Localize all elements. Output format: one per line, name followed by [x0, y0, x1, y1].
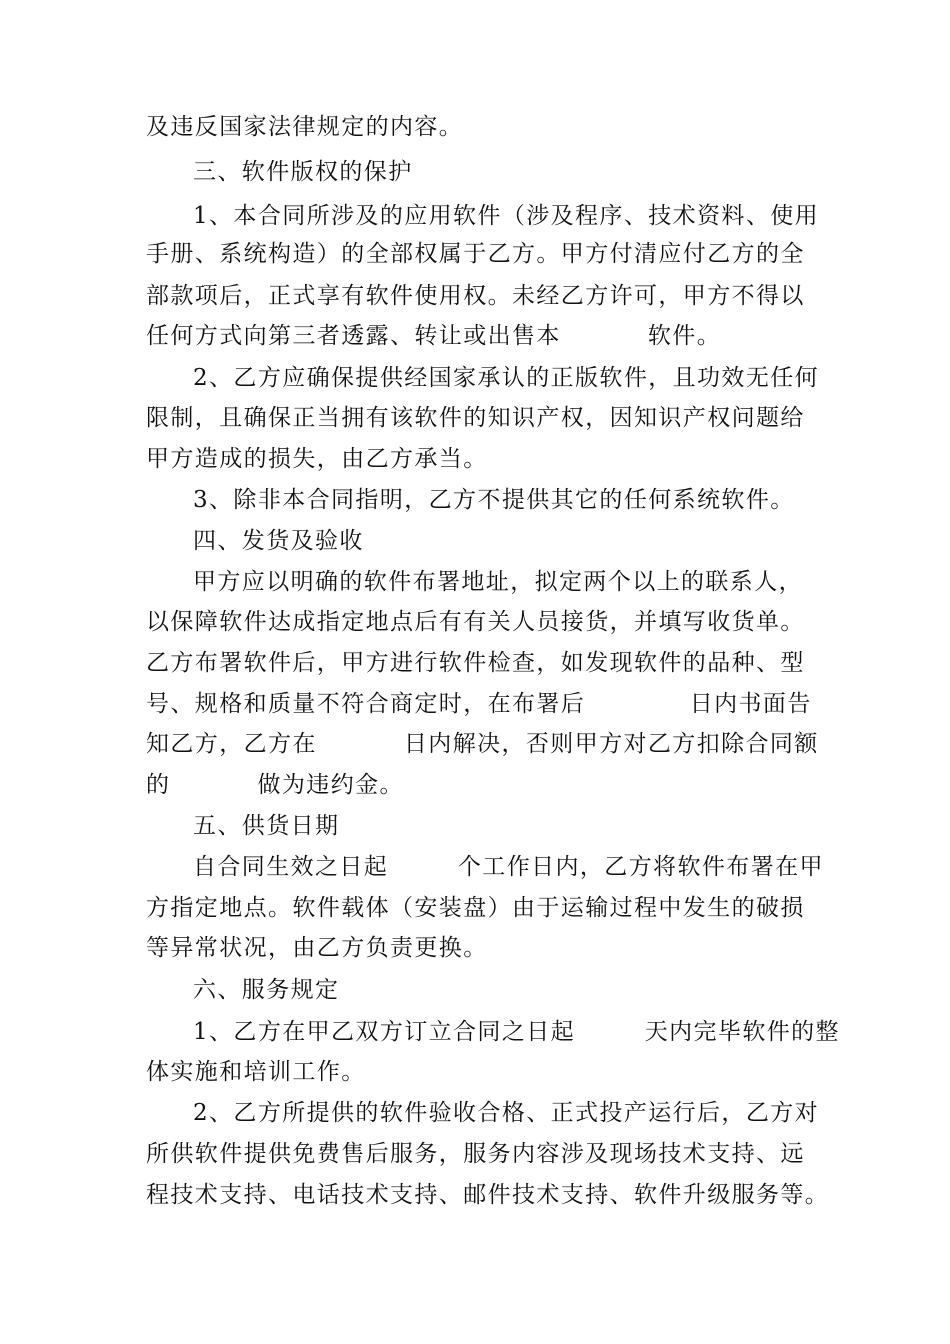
text-line: 3、除非本合同指明，乙方不提供其它的任何系统软件。 — [193, 487, 795, 513]
text-line: 等异常状况，由乙方负责更换。 — [146, 935, 488, 961]
text-line: 以保障软件达成指定地点后有有关人员接货，并填写收货单。 — [146, 609, 805, 635]
text-line: 所供软件提供免费售后服务，服务内容涉及现场技术支持、远 — [146, 1141, 805, 1167]
text-line: 手册、系统构造）的全部权属于乙方。甲方付清应付乙方的全 — [146, 241, 805, 267]
text-line: 1、乙方在甲乙双方订立合同之日起 天内完毕软件的整 — [193, 1019, 840, 1045]
text-line: 2、乙方所提供的软件验收合格、正式投产运行后，乙方对 — [193, 1100, 820, 1126]
section-heading: 五、供货日期 — [193, 813, 340, 839]
text-line: 号、规格和质量不符合商定时，在布署后 日内书面告 — [146, 691, 812, 717]
section-heading: 三、软件版权的保护 — [193, 159, 413, 185]
text-line: 1、本合同所涉及的应用软件（涉及程序、技术资料、使用 — [193, 203, 820, 229]
text-line: 甲方应以明确的软件布署地址，拟定两个以上的联系人， — [193, 569, 803, 595]
text-line: 知乙方，乙方在 日内解决，否则甲方对乙方扣除合同额 — [146, 731, 819, 757]
text-line: 乙方布署软件后，甲方进行软件检查，如发现软件的品种、型 — [146, 650, 805, 676]
text-line: 2、乙方应确保提供经国家承认的正版软件，且功效无任何 — [193, 365, 820, 391]
text-line: 任何方式向第三者透露、转让或出售本 软件。 — [146, 323, 722, 349]
text-line: 及违反国家法律规定的内容。 — [146, 114, 464, 140]
text-line: 体实施和培训工作。 — [146, 1059, 366, 1085]
text-line: 程技术支持、电话技术支持、邮件技术支持、软件升级服务等。 — [146, 1182, 830, 1208]
section-heading: 六、服务规定 — [193, 977, 340, 1003]
text-line: 甲方造成的损失，由乙方承当。 — [146, 446, 488, 472]
text-line: 自合同生效之日起 个工作日内，乙方将软件布署在甲 — [193, 854, 824, 880]
section-heading: 四、发货及验收 — [193, 528, 364, 554]
text-line: 的 做为违约金。 — [146, 772, 404, 798]
text-line: 部款项后，正式享有软件使用权。未经乙方许可，甲方不得以 — [146, 283, 805, 309]
text-line: 方指定地点。软件载体（安装盘）由于运输过程中发生的破损 — [146, 895, 805, 921]
text-line: 限制，且确保正当拥有该软件的知识产权，因知识产权问题给 — [146, 405, 805, 431]
